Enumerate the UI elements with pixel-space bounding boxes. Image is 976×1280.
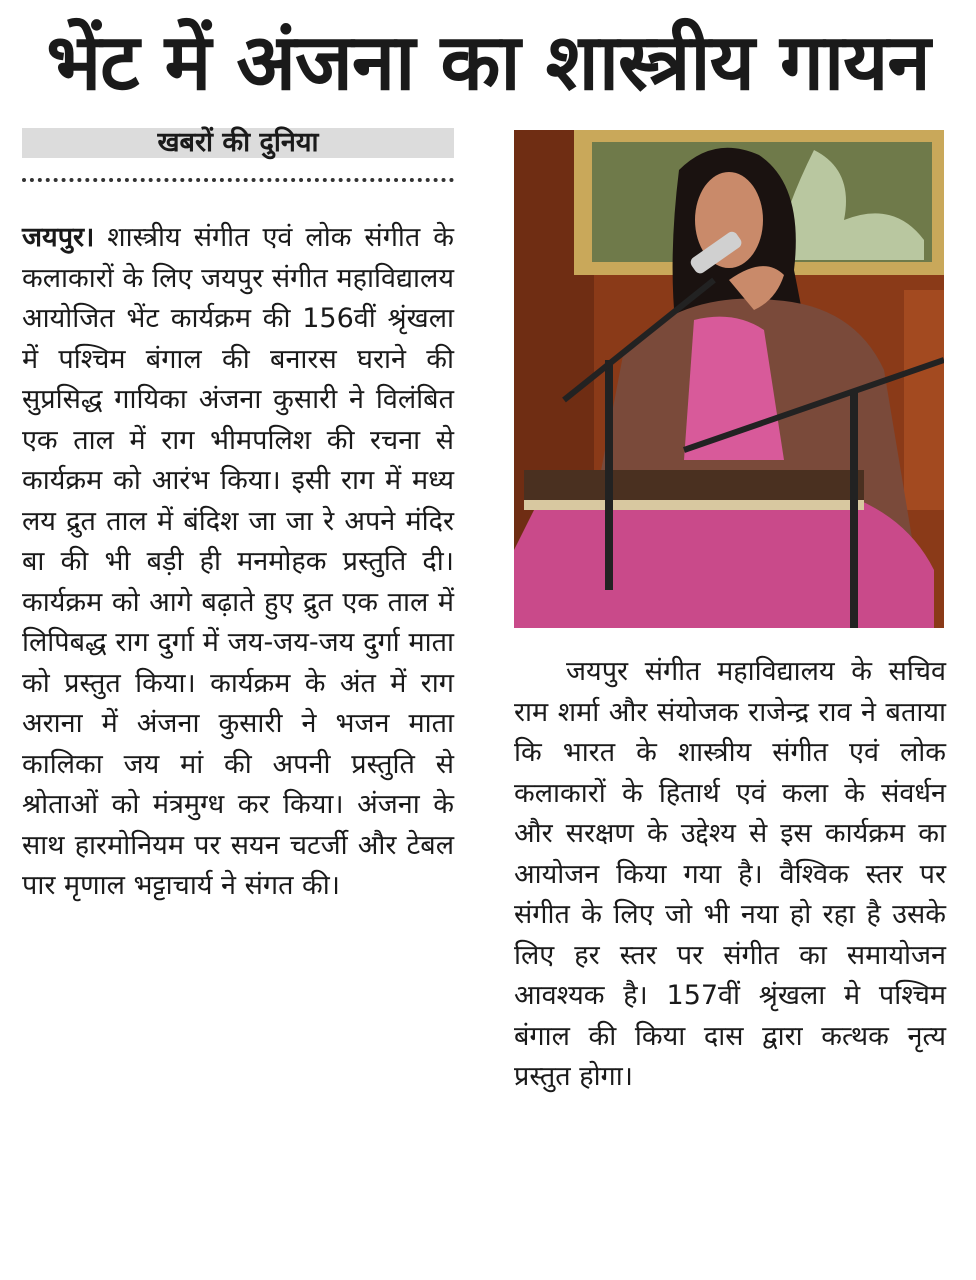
- article-text-left: शास्त्रीय संगीत एवं लोक संगीत के कलाकारों के लिए जयपुर संगीत महाविद्यालय आयोजित भेंट कार्यक्रम की 156वीं श्रृंखला में पश्चिम बंगाल की बनारस घराने की सुप्रसिद्ध गायिका अंजना कुसारी ने विलंबित एक ताल में राग भीमपलिश की रचना से कार्यक्रम को आरंभ किया। इसी राग में मध्य लय द्रुत ताल में बंदिश जा जा रे अपने मंदिर बा की भी बड़ी ही मनमोहक प्रस्तुति दी। कार्यक्रम को आगे बढ़ाते हुए द्रुत एक ताल में लिपिबद्ध राग दुर्गा में जय-जय-जय दुर्गा माता को प्रस्तुत किया। कार्यक्रम के अंत में राग अराना में अंजना कुसारी ने भजन माता कालिका जय मां की अपनी प्रस्तुति से श्रोताओं को मंत्रमुग्ध कर किया। अंजना के साथ हारमोनियम पर सयन चटर्जी और टेबल पार मृणाल भट्टाचार्य ने संगत की।: [22, 222, 454, 901]
- article-left-column: [22, 218, 454, 907]
- right-panel: [904, 290, 944, 510]
- dotted-divider: [22, 178, 454, 182]
- headline: भेंट में अंजना का शास्त्रीय गायन: [46, 18, 930, 108]
- section-label: खबरों की दुनिया: [22, 128, 454, 158]
- dateline: जयपुर।: [22, 222, 95, 253]
- performer-photo: [514, 130, 944, 628]
- harmonium-keys: [524, 500, 864, 510]
- article-text-right: जयपुर संगीत महाविद्यालय के सचिव राम शर्मा और संयोजक राजेन्द्र राव ने बताया कि भारत के शास्त्रीय संगीत एवं लोक कलाकारों के हितार्थ एवं कला के संवर्धन और सरक्षण के उद्देश्य से इस कार्यक्रम का आयोजन किया गया है। वैश्विक स्तर पर संगीत के लिए जो भी नया हो रहा है उसके लिए हर स्तर पर संगीत का समायोजन आवश्यक है। 157वीं श्रृंखला मे पश्चिम बंगाल की किया दास द्वारा कत्थक नृत्य प्रस्तुत होगा।: [514, 656, 946, 1092]
- article-right-column: [514, 652, 946, 1098]
